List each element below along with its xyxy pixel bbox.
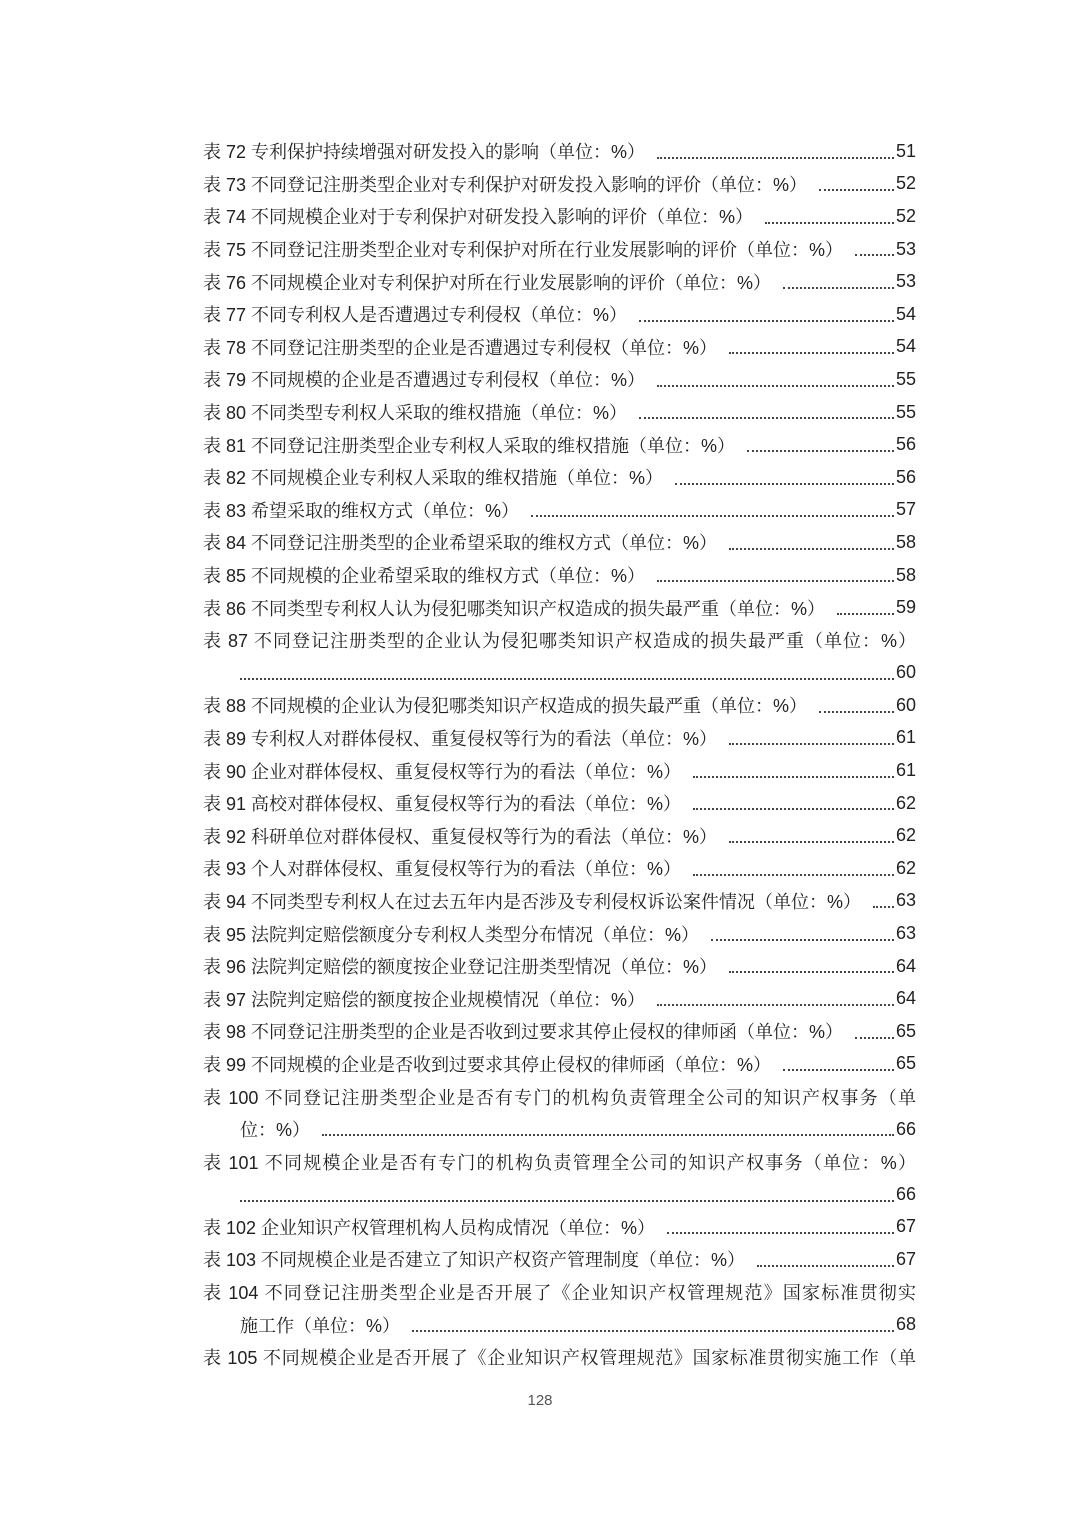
toc-entry[interactable]	[203, 1243, 916, 1276]
dot-leader	[729, 970, 894, 973]
toc-entry-page: 67	[895, 1216, 916, 1237]
dot-leader	[837, 612, 894, 615]
toc-entry-title: 表 95 法院判定赔偿额度分专利权人类型分布情况（单位：%）	[203, 924, 700, 945]
toc-entry-continuation	[203, 657, 916, 690]
toc-entry[interactable]	[203, 1211, 916, 1244]
toc-entry-title: 表 105 不同规模企业是否开展了《企业知识产权管理规范》国家标准贯彻实施工作（单	[203, 1348, 916, 1369]
dot-leader	[675, 482, 894, 485]
dot-leader	[819, 188, 894, 191]
dot-leader	[667, 1231, 894, 1234]
toc-entry-page: 53	[895, 271, 916, 292]
toc-entry-title: 表 75 不同登记注册类型企业对专利保护对所在行业发展影响的评价（单位：%）	[203, 240, 844, 261]
toc-entry[interactable]	[203, 396, 916, 429]
toc-entry-page: 67	[895, 1248, 916, 1269]
toc-entry-page: 68	[895, 1314, 916, 1335]
dot-leader	[729, 840, 894, 843]
toc-entry-title: 表 91 高校对群体侵权、重复侵权等行为的看法（单位：%）	[203, 794, 682, 815]
toc-entry-page: 54	[895, 336, 916, 357]
toc-entry-page: 66	[895, 1118, 916, 1139]
toc-entry-page: 61	[895, 727, 916, 748]
dot-leader	[783, 286, 894, 289]
table-of-contents	[203, 135, 916, 1374]
dot-leader	[657, 156, 894, 159]
toc-entry[interactable]	[203, 526, 916, 559]
toc-entry-title: 表 94 不同类型专利权人在过去五年内是否涉及专利侵权诉讼案件情况（单位：%）	[203, 891, 862, 912]
dot-leader	[783, 1068, 894, 1071]
toc-entry[interactable]	[203, 819, 916, 852]
toc-entry-title: 表 88 不同规模的企业认为侵犯哪类知识产权造成的损失最严重（单位：%）	[203, 696, 808, 717]
toc-entry-page: 62	[895, 857, 916, 878]
dot-leader	[873, 905, 894, 908]
dot-leader	[693, 873, 894, 876]
toc-entry[interactable]	[203, 200, 916, 233]
dot-leader	[639, 416, 894, 419]
dot-leader	[765, 221, 894, 224]
toc-entry-page: 66	[895, 1183, 916, 1204]
toc-entry[interactable]	[203, 331, 916, 364]
toc-entry-title: 表 80 不同类型专利权人采取的维权措施（单位：%）	[203, 403, 628, 424]
toc-entry-title: 表 93 个人对群体侵权、重复侵权等行为的看法（单位：%）	[203, 859, 682, 880]
dot-leader	[757, 1264, 894, 1267]
toc-entry-title: 表 76 不同规模企业对专利保护对所在行业发展影响的评价（单位：%）	[203, 272, 772, 293]
toc-entry-page: 64	[895, 955, 916, 976]
toc-entry-page: 63	[895, 890, 916, 911]
dot-leader	[322, 1133, 894, 1136]
dot-leader	[855, 253, 894, 256]
toc-entry-title: 表 83 希望采取的维权方式（单位：%）	[203, 500, 520, 521]
toc-entry[interactable]	[203, 168, 916, 201]
dot-leader	[819, 710, 894, 713]
toc-entry-page: 58	[895, 531, 916, 552]
toc-entry-page: 57	[895, 499, 916, 520]
dot-leader	[531, 514, 894, 517]
toc-entry-title: 表 92 科研单位对群体侵权、重复侵权等行为的看法（单位：%）	[203, 826, 718, 847]
dot-leader	[693, 807, 894, 810]
toc-entry[interactable]	[203, 494, 916, 527]
dot-leader	[240, 677, 894, 680]
toc-entry-page: 65	[895, 1053, 916, 1074]
toc-entry-page: 64	[895, 988, 916, 1009]
toc-entry-title: 表 96 法院判定赔偿的额度按企业登记注册类型情况（单位：%）	[203, 957, 718, 978]
dot-leader	[855, 1036, 894, 1039]
toc-entry-page: 59	[895, 597, 916, 618]
dot-leader	[747, 449, 894, 452]
toc-entry[interactable]	[203, 461, 916, 494]
toc-entry-page: 63	[895, 923, 916, 944]
toc-entry-title: 表 85 不同规模的企业希望采取的维权方式（单位：%）	[203, 566, 646, 587]
toc-entry[interactable]	[203, 950, 916, 983]
toc-entry[interactable]	[203, 591, 916, 624]
toc-entry-title-continued: 位：%）	[240, 1120, 311, 1141]
toc-entry[interactable]	[203, 1276, 916, 1309]
toc-entry[interactable]	[203, 722, 916, 755]
dot-leader	[693, 775, 894, 778]
toc-entry-title: 表 103 不同规模企业是否建立了知识产权资产管理制度（单位：%）	[203, 1250, 746, 1271]
toc-entry[interactable]	[203, 885, 916, 918]
toc-entry-continuation	[203, 1113, 916, 1146]
toc-entry-title: 表 100 不同登记注册类型企业是否有专门的机构负责管理全公司的知识产权事务（单	[203, 1087, 916, 1108]
toc-entry[interactable]	[203, 298, 916, 331]
toc-entry-title-continued: 施工作（单位：%）	[240, 1315, 401, 1336]
toc-entry[interactable]	[203, 689, 916, 722]
dot-leader	[412, 1329, 894, 1332]
toc-entry[interactable]	[203, 428, 916, 461]
toc-entry-title: 表 99 不同规模的企业是否收到过要求其停止侵权的律师函（单位：%）	[203, 1054, 772, 1075]
dot-leader	[639, 319, 894, 322]
toc-entry[interactable]	[203, 1048, 916, 1081]
toc-entry-page: 62	[895, 792, 916, 813]
toc-entry[interactable]	[203, 982, 916, 1015]
toc-entry[interactable]	[203, 624, 916, 657]
toc-entry[interactable]	[203, 135, 916, 168]
dot-leader	[657, 579, 894, 582]
dot-leader	[729, 351, 894, 354]
toc-entry[interactable]	[203, 233, 916, 266]
toc-entry[interactable]	[203, 1145, 916, 1178]
dot-leader	[729, 547, 894, 550]
toc-entry-title: 表 104 不同登记注册类型企业是否开展了《企业知识产权管理规范》国家标准贯彻实	[203, 1283, 916, 1304]
toc-entry-page: 55	[895, 401, 916, 422]
toc-entry-page: 51	[895, 140, 916, 161]
toc-entry-title: 表 73 不同登记注册类型企业对专利保护对研发投入影响的评价（单位：%）	[203, 174, 808, 195]
toc-entry-title: 表 102 企业知识产权管理机构人员构成情况（单位：%）	[203, 1217, 656, 1238]
toc-entry-page: 53	[895, 238, 916, 259]
toc-entry-title: 表 79 不同规模的企业是否遭遇过专利侵权（单位：%）	[203, 370, 646, 391]
toc-entry-page: 52	[895, 173, 916, 194]
toc-entry-page: 55	[895, 368, 916, 389]
toc-entry-title: 表 77 不同专利权人是否遭遇过专利侵权（单位：%）	[203, 305, 628, 326]
toc-entry-title: 表 82 不同规模企业专利权人采取的维权措施（单位：%）	[203, 468, 664, 489]
toc-entry[interactable]	[203, 754, 916, 787]
page-number: 128	[527, 1392, 553, 1409]
toc-entry-page: 60	[895, 694, 916, 715]
dot-leader	[240, 1199, 894, 1202]
toc-entry-title: 表 97 法院判定赔偿的额度按企业规模情况（单位：%）	[203, 989, 646, 1010]
toc-entry-page: 60	[895, 662, 916, 683]
toc-entry-page: 56	[895, 434, 916, 455]
toc-entry[interactable]	[203, 917, 916, 950]
toc-entry-page: 65	[895, 1020, 916, 1041]
dot-leader	[657, 384, 894, 387]
toc-entry-title: 表 98 不同登记注册类型的企业是否收到过要求其停止侵权的律师函（单位：%）	[203, 1022, 844, 1043]
toc-entry-page: 58	[895, 564, 916, 585]
toc-entry[interactable]	[203, 363, 916, 396]
toc-entry-page: 54	[895, 303, 916, 324]
toc-entry-title: 表 81 不同登记注册类型企业专利权人采取的维权措施（单位：%）	[203, 435, 736, 456]
toc-entry-title: 表 90 企业对群体侵权、重复侵权等行为的看法（单位：%）	[203, 761, 682, 782]
toc-entry-title: 表 72 专利保护持续增强对研发投入的影响（单位：%）	[203, 142, 646, 163]
toc-entry-page: 56	[895, 466, 916, 487]
toc-entry[interactable]	[203, 265, 916, 298]
toc-entry-continuation	[203, 1178, 916, 1211]
toc-entry-title: 表 101 不同规模企业是否有专门的机构负责管理全公司的知识产权事务（单位：%）	[203, 1152, 916, 1173]
toc-entry-title: 表 87 不同登记注册类型的企业认为侵犯哪类知识产权造成的损失最严重（单位：%）	[203, 631, 916, 652]
toc-entry[interactable]	[203, 1341, 916, 1374]
toc-entry-title: 表 86 不同类型专利权人认为侵犯哪类知识产权造成的损失最严重（单位：%）	[203, 598, 826, 619]
toc-entry-page: 62	[895, 825, 916, 846]
toc-entry-page: 52	[895, 205, 916, 226]
toc-entry-continuation	[203, 1308, 916, 1341]
toc-entry-title: 表 78 不同登记注册类型的企业是否遭遇过专利侵权（单位：%）	[203, 337, 718, 358]
toc-entry[interactable]	[203, 787, 916, 820]
toc-entry[interactable]	[203, 559, 916, 592]
toc-entry[interactable]	[203, 1080, 916, 1113]
dot-leader	[657, 1003, 894, 1006]
toc-entry-title: 表 89 专利权人对群体侵权、重复侵权等行为的看法（单位：%）	[203, 728, 718, 749]
toc-entry-title: 表 74 不同规模企业对于专利保护对研发投入影响的评价（单位：%）	[203, 207, 754, 228]
dot-leader	[729, 742, 894, 745]
toc-entry-title: 表 84 不同登记注册类型的企业希望采取的维权方式（单位：%）	[203, 533, 718, 554]
toc-entry-page: 61	[895, 760, 916, 781]
toc-entry[interactable]	[203, 1015, 916, 1048]
dot-leader	[711, 938, 894, 941]
toc-entry[interactable]	[203, 852, 916, 885]
